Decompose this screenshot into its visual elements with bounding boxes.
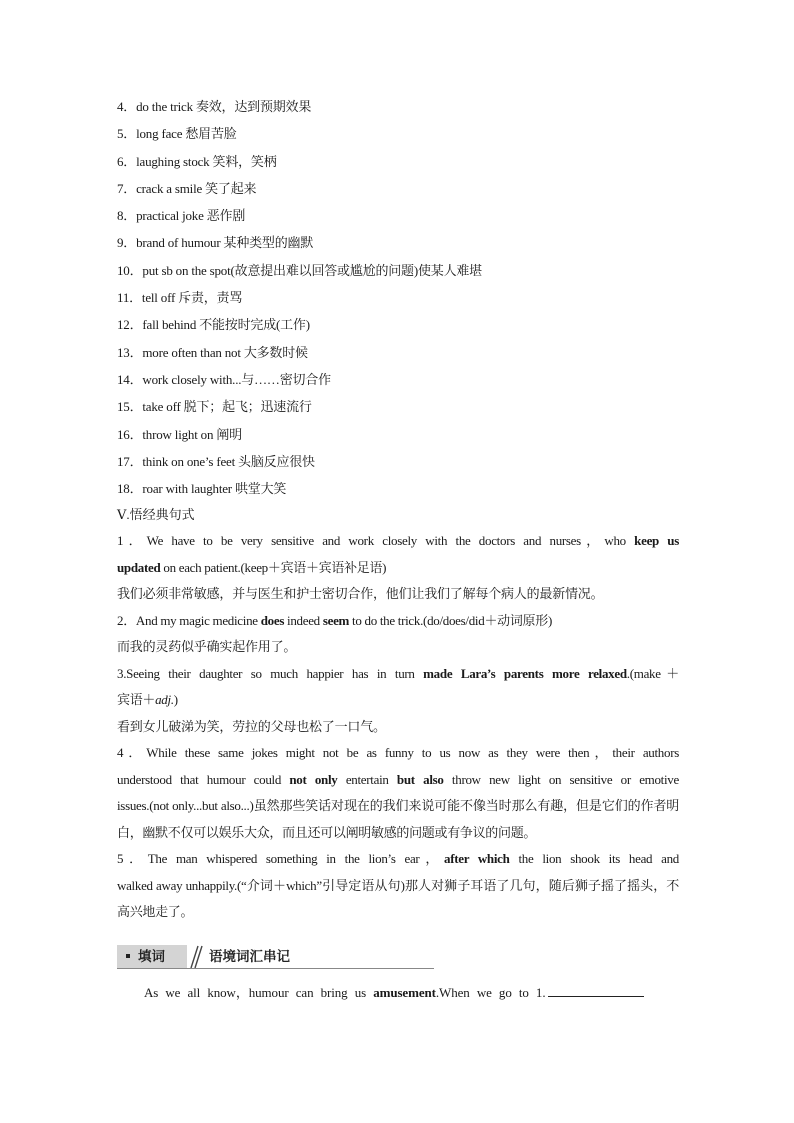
banner-label: 语境词汇串记 [209,949,290,965]
phrase-item: 9．brand of humour 某种类型的幽默 [117,235,314,251]
phrase-item: 6．laughing stock 笑料，笑柄 [117,153,277,169]
phrase-item: 14．work closely with...与……密切合作 [117,371,331,387]
sentence-4-mixed: issues.(not only...but also...)虽然那些笑话对现在的我们来说可能不像当时那么有趣，但是它们的作者明白，幽默不仅可以娱乐大众，而且还可以阐明敏感的问题或有争议的问题。 [117,798,679,840]
fill-in-passage: As we all know，humour can bring us amusement.When we go to 1. [117,980,679,1006]
slash-divider-icon [189,945,203,969]
sentence-2-cn: 而我的灵药似乎确实起作用了。 [117,639,297,655]
sentence-3-en-cont: 宾语＋adj.) [117,692,178,708]
phrase-item: 17．think on one’s feet 头脑反应很快 [117,453,315,469]
square-bullet-icon [126,954,130,958]
banner-tag: 填词 [117,945,187,969]
phrase-item: 8．practical joke 恶作剧 [117,208,246,224]
phrase-item: 7．crack a smile 笑了起来 [117,180,257,196]
sentence-4-en-cont: understood that humour could not only entertain but also throw new light on sensitive or emotive [117,771,679,787]
phrase-item: 11．tell off 斥责，责骂 [117,290,243,306]
phrase-item: 18．roar with laughter 哄堂大笑 [117,481,287,497]
phrase-item: 13．more often than not 大多数时候 [117,344,308,360]
section-title: Ⅴ.悟经典句式 [117,507,195,523]
phrase-item: 4．do the trick 奏效，达到预期效果 [117,99,312,114]
banner-underline [117,968,434,969]
sentence-1-en: 1．We have to be very sensitive and work closely with the doctors and nurses，who keep us [117,533,679,549]
sentence-5-mixed: walked away unhappily.(“介词＋which”引导定语从句)那人对狮子耳语了几句，随后狮子摇了摇头，不高兴地走了。 [117,877,679,920]
sentence-1-cn: 我们必须非常敏感，并与医生和护士密切合作，他们让我们了解每个病人的最新情况。 [117,586,604,602]
phrase-item: 10．put sb on the spot(故意提出难以回答或尴尬的问题)使某人难堪 [117,262,482,278]
section-banner [117,945,434,969]
sentence-3-cn: 看到女儿破涕为笑，劳拉的父母也松了一口气。 [117,718,386,734]
sentence-2-en: 2．And my magic medicine does indeed seem to do the trick.(do/does/did＋动词原形) [117,612,552,628]
phrase-item: 12．fall behind 不能按时完成(工作) [117,317,310,333]
phrase-item: 15．take off 脱下；起飞；迅速流行 [117,399,312,415]
blank-1-input[interactable] [548,981,644,997]
sentence-5-en: 5．The man whispered something in the lion’s ear，after which the lion shook its head and [117,851,679,867]
phrase-item: 16．throw light on 阐明 [117,426,242,442]
phrase-list [117,93,679,502]
sentence-4-en: 4．While these same jokes might not be as funny to us now as they were then，their authors [117,745,679,761]
phrase-item: 5．long face 愁眉苦脸 [117,126,237,142]
sentence-3-en: 3.Seeing their daughter so much happier has in turn made Lara’s parents more relaxed.(make＋ [117,665,679,681]
sentence-1-en-cont: updated on each patient.(keep＋宾语＋宾语补足语) [117,559,387,575]
document-body [117,93,679,926]
